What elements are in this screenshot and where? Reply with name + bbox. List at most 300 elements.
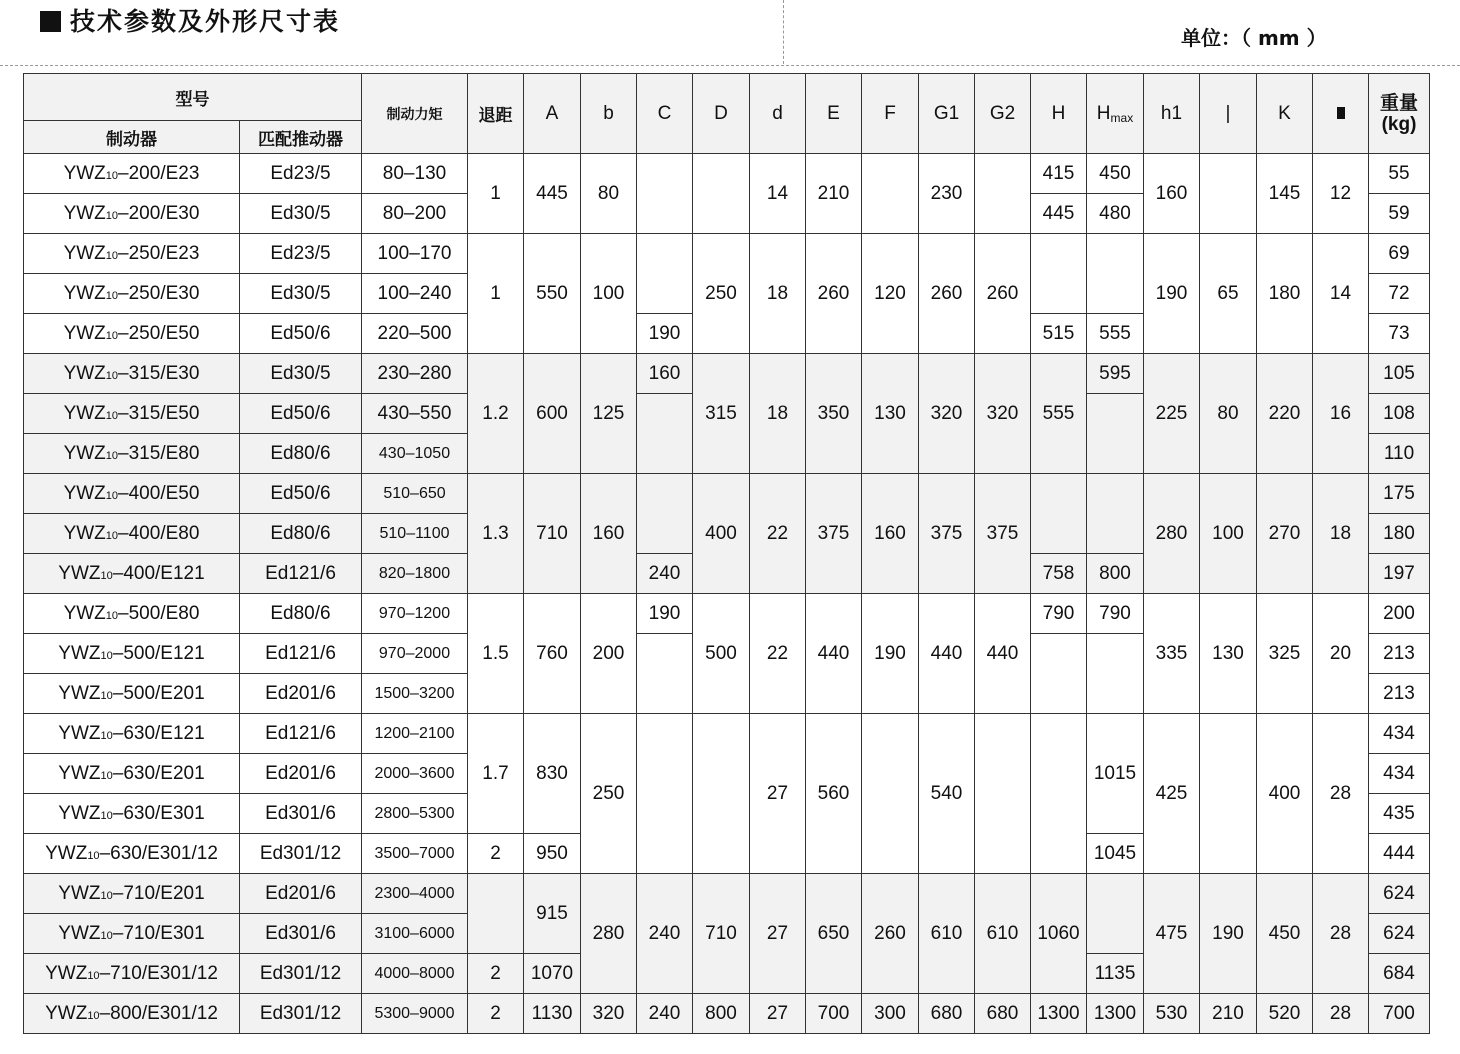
h1-cell: 225 (1144, 354, 1200, 474)
K-cell: 220 (1257, 354, 1313, 474)
l-cell (1200, 714, 1257, 874)
H-cell: 1300 (1031, 994, 1087, 1034)
E-cell: 375 (806, 474, 862, 594)
model-cell (24, 234, 240, 274)
E-cell: 560 (806, 714, 862, 874)
thruster-cell: Ed80/6 (240, 514, 362, 554)
A-cell: 445 (524, 154, 581, 234)
h1-cell: 190 (1144, 234, 1200, 354)
G1-cell: 375 (919, 474, 975, 594)
K-cell: 520 (1257, 994, 1313, 1034)
b-cell: 250 (581, 714, 637, 874)
model-suffix: –710/E201 (112, 882, 205, 904)
thruster-cell: Ed301/6 (240, 914, 362, 954)
model-prefix: YWZ (63, 482, 106, 504)
model-cell (24, 634, 240, 674)
last-cell: 14 (1313, 234, 1369, 354)
G1-cell: 320 (919, 354, 975, 474)
G1-cell: 260 (919, 234, 975, 354)
thruster-cell: Ed301/12 (240, 954, 362, 994)
F-cell (862, 714, 919, 874)
model-cell (24, 354, 240, 394)
K-cell: 270 (1257, 474, 1313, 594)
C-cell: 240 (637, 994, 693, 1034)
retreat-cell: 1.3 (468, 474, 524, 594)
A-cell: 550 (524, 234, 581, 354)
H-cell: 415 (1031, 154, 1087, 194)
model-prefix: YWZ (45, 842, 88, 864)
model-prefix: YWZ (63, 322, 106, 344)
torque-cell: 970–1200 (362, 594, 468, 634)
model-prefix: YWZ (45, 1002, 88, 1024)
weight-cell: 69 (1369, 234, 1430, 274)
model-sub: 10 (105, 369, 119, 382)
model-cell (24, 274, 240, 314)
thruster-cell: Ed121/6 (240, 554, 362, 594)
retreat-cell: 2 (468, 834, 524, 874)
header-C: C (637, 74, 693, 154)
model-cell (24, 514, 240, 554)
model-suffix: –400/E50 (118, 482, 200, 504)
model-cell (24, 954, 240, 994)
model-prefix: YWZ (63, 402, 106, 424)
F-cell: 130 (862, 354, 919, 474)
Hmax-cell: 800 (1087, 554, 1144, 594)
h1-cell: 160 (1144, 154, 1200, 234)
model-sub: 10 (100, 769, 113, 782)
H-cell: 445 (1031, 194, 1087, 234)
F-cell: 260 (862, 874, 919, 994)
torque-cell: 430–550 (362, 394, 468, 434)
model-sub: 10 (100, 689, 113, 702)
Hmax-cell: 450 (1087, 154, 1144, 194)
Hmax-cell: 555 (1087, 314, 1144, 354)
model-suffix: –200/E30 (118, 202, 200, 224)
model-sub: 10 (105, 609, 119, 622)
H-cell (1031, 634, 1087, 714)
b-cell: 160 (581, 474, 637, 594)
weight-cell: 110 (1369, 434, 1430, 474)
D-cell (693, 714, 750, 874)
G2-cell: 440 (975, 594, 1031, 714)
thruster-cell: Ed50/6 (240, 314, 362, 354)
weight-cell: 72 (1369, 274, 1430, 314)
weight-cell: 105 (1369, 354, 1430, 394)
torque-cell: 1500–3200 (362, 674, 468, 714)
torque-cell: 3100–6000 (362, 914, 468, 954)
model-suffix: –315/E50 (118, 402, 200, 424)
model-cell (24, 434, 240, 474)
retreat-cell: 1.2 (468, 354, 524, 474)
E-cell: 440 (806, 594, 862, 714)
weight-line2: (kg) (1381, 113, 1417, 135)
header-retreat: 退距 (468, 74, 524, 154)
weight-cell: 700 (1369, 994, 1430, 1034)
D-cell: 400 (693, 474, 750, 594)
d-cell: 14 (750, 154, 806, 234)
retreat-cell (468, 874, 524, 954)
last-cell: 28 (1313, 714, 1369, 874)
torque-cell: 510–650 (362, 474, 468, 514)
header-E: E (806, 74, 862, 154)
model-sub: 10 (105, 489, 119, 502)
C-cell (637, 394, 693, 474)
weight-cell: 59 (1369, 194, 1430, 234)
C-cell (637, 474, 693, 554)
model-suffix: –630/E301 (112, 802, 205, 824)
weight-cell: 213 (1369, 674, 1430, 714)
model-suffix: –500/E201 (112, 682, 205, 704)
G2-cell: 610 (975, 874, 1031, 994)
torque-cell: 80–130 (362, 154, 468, 194)
model-cell (24, 314, 240, 354)
last-cell: 16 (1313, 354, 1369, 474)
header-l: | (1200, 74, 1257, 154)
l-cell: 190 (1200, 874, 1257, 994)
last-cell: 28 (1313, 874, 1369, 994)
weight-cell: 180 (1369, 514, 1430, 554)
K-cell: 450 (1257, 874, 1313, 994)
G2-cell: 320 (975, 354, 1031, 474)
torque-cell: 5300–9000 (362, 994, 468, 1034)
model-cell (24, 794, 240, 834)
model-prefix: YWZ (58, 882, 101, 904)
model-prefix: YWZ (58, 922, 101, 944)
header-d: d (750, 74, 806, 154)
model-cell (24, 754, 240, 794)
h1-cell: 530 (1144, 994, 1200, 1034)
b-cell: 200 (581, 594, 637, 714)
thruster-cell: Ed80/6 (240, 594, 362, 634)
header-G1: G1 (919, 74, 975, 154)
D-cell: 800 (693, 994, 750, 1034)
model-suffix: –200/E23 (118, 162, 200, 184)
page-title (40, 2, 340, 38)
K-cell: 145 (1257, 154, 1313, 234)
C-cell (637, 234, 693, 314)
retreat-cell: 1 (468, 154, 524, 234)
model-prefix: YWZ (63, 242, 106, 264)
Hmax-cell (1087, 474, 1144, 554)
torque-cell: 970–2000 (362, 634, 468, 674)
G2-cell (975, 714, 1031, 874)
model-sub: 10 (105, 409, 119, 422)
last-cell: 12 (1313, 154, 1369, 234)
model-prefix: YWZ (63, 602, 106, 624)
model-sub: 10 (100, 929, 113, 942)
model-prefix: YWZ (58, 682, 101, 704)
header-h1: h1 (1144, 74, 1200, 154)
d-cell: 18 (750, 234, 806, 354)
weight-cell: 435 (1369, 794, 1430, 834)
header-Hmax (1087, 74, 1144, 154)
Hmax-cell: 595 (1087, 354, 1144, 394)
weight-cell: 434 (1369, 714, 1430, 754)
E-cell: 210 (806, 154, 862, 234)
E-cell: 350 (806, 354, 862, 474)
header-torque: 制动力矩 (362, 74, 468, 154)
torque-cell: 2800–5300 (362, 794, 468, 834)
h1-cell: 425 (1144, 714, 1200, 874)
model-sub: 10 (105, 209, 119, 222)
model-sub: 10 (87, 849, 100, 862)
A-cell: 1130 (524, 994, 581, 1034)
d-cell: 22 (750, 594, 806, 714)
weight-cell: 175 (1369, 474, 1430, 514)
model-cell (24, 554, 240, 594)
torque-cell: 220–500 (362, 314, 468, 354)
C-cell: 240 (637, 874, 693, 994)
model-suffix: –250/E50 (118, 322, 200, 344)
l-cell: 65 (1200, 234, 1257, 354)
D-cell: 500 (693, 594, 750, 714)
H-cell: 758 (1031, 554, 1087, 594)
model-sub: 10 (100, 649, 113, 662)
model-cell (24, 834, 240, 874)
hmax-main: H (1096, 102, 1111, 124)
H-cell: 555 (1031, 354, 1087, 474)
A-cell: 600 (524, 354, 581, 474)
torque-cell: 100–170 (362, 234, 468, 274)
h1-cell: 335 (1144, 594, 1200, 714)
retreat-cell: 1.7 (468, 714, 524, 834)
header-model: 型号 (24, 74, 362, 121)
D-cell: 710 (693, 874, 750, 994)
E-cell: 700 (806, 994, 862, 1034)
header-brake: 制动器 (24, 121, 240, 154)
model-suffix: –630/E201 (112, 762, 205, 784)
Hmax-cell: 1045 (1087, 834, 1144, 874)
model-prefix: YWZ (58, 802, 101, 824)
model-cell (24, 194, 240, 234)
torque-cell: 2300–4000 (362, 874, 468, 914)
thruster-cell: Ed301/12 (240, 834, 362, 874)
C-cell: 190 (637, 594, 693, 634)
F-cell: 120 (862, 234, 919, 354)
H-cell: 790 (1031, 594, 1087, 634)
horizontal-divider (0, 65, 1460, 66)
model-cell (24, 994, 240, 1034)
square-bullet-icon (40, 11, 61, 32)
model-prefix: YWZ (63, 362, 106, 384)
header-thruster: 匹配推动器 (240, 121, 362, 154)
torque-cell: 510–1100 (362, 514, 468, 554)
F-cell: 300 (862, 994, 919, 1034)
thruster-cell: Ed30/5 (240, 194, 362, 234)
torque-cell: 100–240 (362, 274, 468, 314)
header-A: A (524, 74, 581, 154)
thruster-cell: Ed201/6 (240, 754, 362, 794)
G2-cell: 680 (975, 994, 1031, 1034)
model-prefix: YWZ (58, 562, 101, 584)
A-cell: 915 (524, 874, 581, 954)
model-prefix: YWZ (45, 962, 88, 984)
G1-cell: 540 (919, 714, 975, 874)
Hmax-cell (1087, 634, 1144, 714)
F-cell: 160 (862, 474, 919, 594)
thruster-cell: Ed301/12 (240, 994, 362, 1034)
C-cell (637, 714, 693, 874)
G1-cell: 440 (919, 594, 975, 714)
weight-cell: 213 (1369, 634, 1430, 674)
l-cell: 80 (1200, 354, 1257, 474)
E-cell: 260 (806, 234, 862, 354)
header-D: D (693, 74, 750, 154)
C-cell (637, 154, 693, 234)
model-sub: 10 (87, 969, 100, 982)
thruster-cell: Ed201/6 (240, 874, 362, 914)
torque-cell: 3500–7000 (362, 834, 468, 874)
retreat-cell: 2 (468, 954, 524, 994)
A-cell: 710 (524, 474, 581, 594)
model-cell (24, 874, 240, 914)
model-cell (24, 394, 240, 434)
b-cell: 100 (581, 234, 637, 354)
b-cell: 80 (581, 154, 637, 234)
model-suffix: –250/E23 (118, 242, 200, 264)
A-cell: 760 (524, 594, 581, 714)
title-text: 技术参数及外形尺寸表 (70, 7, 341, 36)
weight-cell: 200 (1369, 594, 1430, 634)
K-cell: 400 (1257, 714, 1313, 874)
D-cell (693, 154, 750, 234)
H-cell: 515 (1031, 314, 1087, 354)
torque-cell: 2000–3600 (362, 754, 468, 794)
model-cell (24, 594, 240, 634)
model-prefix: YWZ (58, 642, 101, 664)
model-suffix: –710/E301 (112, 922, 205, 944)
thruster-cell: Ed23/5 (240, 234, 362, 274)
G2-cell (975, 154, 1031, 234)
thruster-cell: Ed201/6 (240, 674, 362, 714)
K-cell: 325 (1257, 594, 1313, 714)
thruster-cell: Ed30/5 (240, 274, 362, 314)
thruster-cell: Ed121/6 (240, 714, 362, 754)
thruster-cell: Ed121/6 (240, 634, 362, 674)
torque-cell: 820–1800 (362, 554, 468, 594)
model-suffix: –315/E30 (118, 362, 200, 384)
last-cell: 20 (1313, 594, 1369, 714)
model-suffix: –630/E121 (112, 722, 205, 744)
model-prefix: YWZ (58, 762, 101, 784)
E-cell: 650 (806, 874, 862, 994)
torque-cell: 1200–2100 (362, 714, 468, 754)
model-prefix: YWZ (63, 522, 106, 544)
model-cell (24, 674, 240, 714)
model-suffix: –400/E121 (112, 562, 205, 584)
weight-cell: 684 (1369, 954, 1430, 994)
header-b: b (581, 74, 637, 154)
model-suffix: –250/E30 (118, 282, 200, 304)
model-cell (24, 474, 240, 514)
d-cell: 18 (750, 354, 806, 474)
Hmax-cell: 1135 (1087, 954, 1144, 994)
thruster-cell: Ed30/5 (240, 354, 362, 394)
thruster-cell: Ed50/6 (240, 474, 362, 514)
last-cell: 18 (1313, 474, 1369, 594)
Hmax-cell: 1015 (1087, 714, 1144, 834)
G1-cell: 610 (919, 874, 975, 994)
weight-cell: 434 (1369, 754, 1430, 794)
model-cell (24, 154, 240, 194)
thruster-cell: Ed80/6 (240, 434, 362, 474)
thruster-cell: Ed50/6 (240, 394, 362, 434)
model-sub: 10 (87, 1009, 100, 1022)
weight-cell: 624 (1369, 874, 1430, 914)
h1-cell: 475 (1144, 874, 1200, 994)
model-sub: 10 (105, 329, 119, 342)
b-cell: 320 (581, 994, 637, 1034)
Hmax-cell: 1300 (1087, 994, 1144, 1034)
h1-cell: 280 (1144, 474, 1200, 594)
b-cell: 280 (581, 874, 637, 994)
Hmax-cell (1087, 394, 1144, 474)
unit-label: 单位：（ mm ） (1181, 26, 1327, 50)
model-sub: 10 (100, 729, 113, 742)
weight-cell: 108 (1369, 394, 1430, 434)
black-block-icon (1337, 107, 1345, 119)
hmax-sub: max (1110, 110, 1134, 125)
retreat-cell: 2 (468, 994, 524, 1034)
header-F: F (862, 74, 919, 154)
weight-cell: 73 (1369, 314, 1430, 354)
model-suffix: –630/E301/12 (99, 842, 218, 864)
model-sub: 10 (105, 529, 119, 542)
F-cell: 190 (862, 594, 919, 714)
Hmax-cell: 790 (1087, 594, 1144, 634)
header-H: H (1031, 74, 1087, 154)
Hmax-cell (1087, 874, 1144, 954)
last-cell: 28 (1313, 994, 1369, 1034)
thruster-cell: Ed23/5 (240, 154, 362, 194)
torque-cell: 80–200 (362, 194, 468, 234)
A-cell: 950 (524, 834, 581, 874)
l-cell: 100 (1200, 474, 1257, 594)
d-cell: 27 (750, 714, 806, 874)
D-cell: 250 (693, 234, 750, 354)
model-cell (24, 714, 240, 754)
model-prefix: YWZ (63, 202, 106, 224)
model-suffix: –400/E80 (118, 522, 200, 544)
D-cell: 315 (693, 354, 750, 474)
model-sub: 10 (105, 449, 119, 462)
vertical-divider (783, 0, 784, 64)
d-cell: 22 (750, 474, 806, 594)
model-suffix: –500/E121 (112, 642, 205, 664)
model-suffix: –500/E80 (118, 602, 200, 624)
H-cell (1031, 234, 1087, 314)
model-prefix: YWZ (63, 442, 106, 464)
weight-cell: 197 (1369, 554, 1430, 594)
G1-cell: 680 (919, 994, 975, 1034)
model-sub: 10 (100, 809, 113, 822)
spec-table (23, 73, 1430, 1034)
weight-cell: 55 (1369, 154, 1430, 194)
model-sub: 10 (105, 289, 119, 302)
A-cell: 1070 (524, 954, 581, 994)
H-cell (1031, 474, 1087, 554)
header-weight (1369, 74, 1430, 154)
l-cell: 130 (1200, 594, 1257, 714)
C-cell (637, 634, 693, 714)
model-suffix: –315/E80 (118, 442, 200, 464)
torque-cell: 230–280 (362, 354, 468, 394)
thruster-cell: Ed301/6 (240, 794, 362, 834)
d-cell: 27 (750, 994, 806, 1034)
model-sub: 10 (105, 249, 119, 262)
G1-cell: 230 (919, 154, 975, 234)
model-sub: 10 (100, 569, 113, 582)
